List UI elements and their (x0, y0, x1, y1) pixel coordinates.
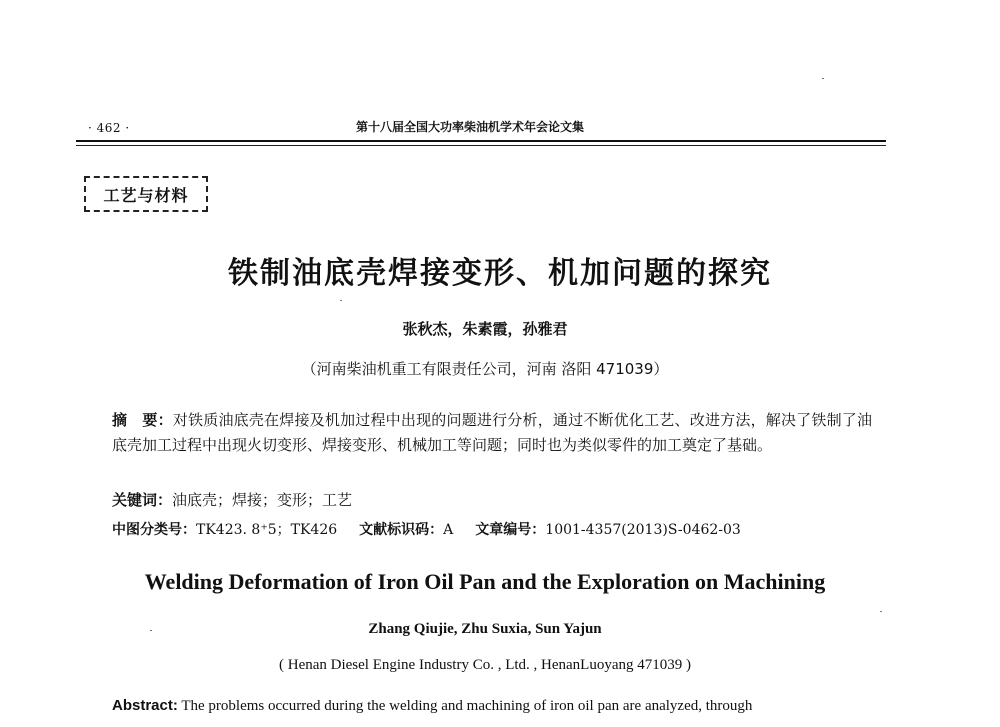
doc-code-label: 文献标识码： (359, 522, 444, 538)
abstract-english-text: The problems occurred during the welding and machining of iron oil pan are analyzed, through (177, 698, 753, 714)
clc-label: 中图分类号： (112, 522, 196, 538)
scan-speck (150, 630, 152, 631)
doc-code-value: A (443, 522, 454, 538)
abstract-english-colon: : (172, 697, 178, 714)
abstract-english (112, 697, 892, 715)
keywords-chinese (112, 489, 872, 510)
title-english: Welding Deformation of Iron Oil Pan and the Exploration on Machining (144, 569, 826, 594)
authors-english: Zhang Qiujie, Zhu Suxia, Sun Yajun (368, 621, 602, 637)
classification-row (112, 519, 892, 539)
header-journal-title: 第十八届全国大功率柴油机学术年会论文集 (356, 120, 585, 134)
abstract-chinese (112, 408, 872, 458)
title-chinese: 铁制油底壳焊接变形、机加问题的探究 (228, 256, 772, 291)
abstract-english-label: Abstract (112, 697, 173, 714)
section-tag: 工艺与材料 (84, 176, 208, 212)
abstract-chinese-text: 对铁质油底壳在焊接及机加过程中出现的问题进行分析，通过不断优化工艺、改进方法，解决了铁制了油底壳加工过程中出现火切变形、焊接变形、机械加工等问题；同时也为类似零件的加工奠定了基础。 (112, 411, 872, 454)
scan-speck (340, 300, 342, 301)
scan-speck (822, 78, 824, 79)
authors-chinese: 张秋杰，朱素霞，孙雅君 (402, 320, 568, 338)
affiliation-english: ( Henan Diesel Engine Industry Co. , Ltd. , HenanLuoyang 471039 ) (279, 657, 691, 673)
scan-speck (880, 611, 882, 612)
clc-value: TK423. 8⁺5；TK426 (196, 522, 338, 538)
keywords-chinese-text: 油底壳；焊接；变形；工艺 (172, 491, 353, 509)
abstract-chinese-label: 摘 要： (112, 411, 173, 429)
keywords-chinese-label: 关键词： (112, 491, 173, 509)
article-id-label: 文章编号： (475, 522, 546, 538)
header-rule-thin (76, 145, 886, 146)
header-page-number: · 462 · (88, 121, 130, 135)
header-rule-thick (76, 140, 886, 142)
affiliation-chinese: （河南柴油机重工有限责任公司，河南 洛阳 471039） (301, 360, 669, 378)
article-id-value: 1001-4357(2013)S-0462-03 (545, 522, 741, 538)
